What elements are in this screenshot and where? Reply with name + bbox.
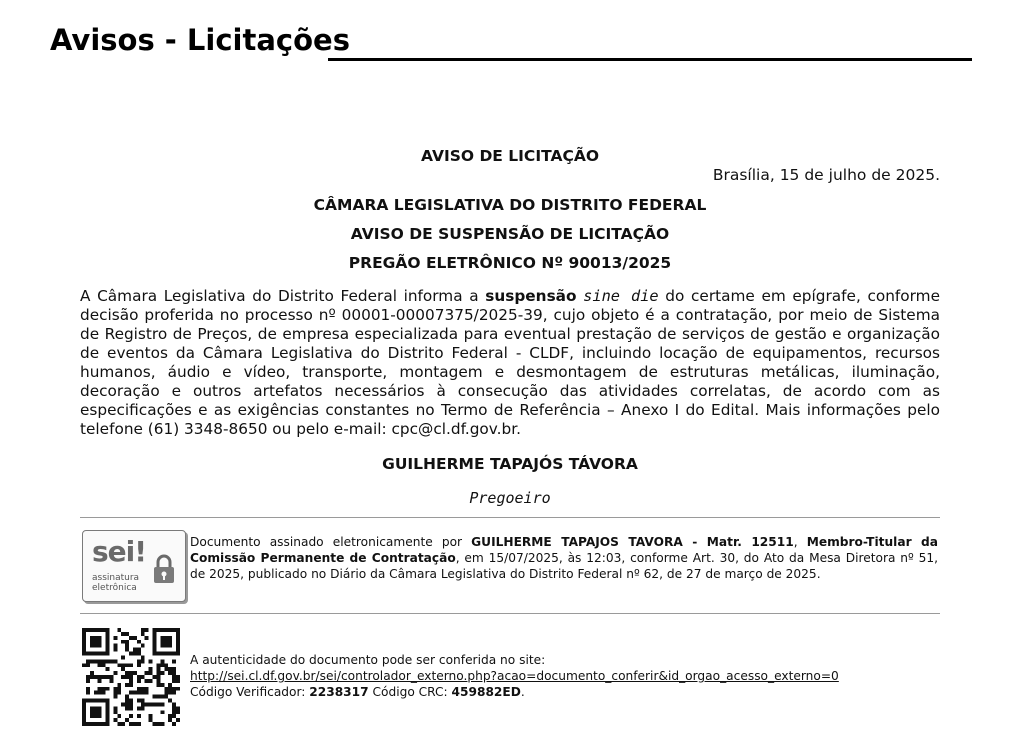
notice-subtitle: AVISO DE SUSPENSÃO DE LICITAÇÃO <box>350 225 670 243</box>
code-label: Código Verificador: <box>190 685 310 699</box>
padlock-icon <box>151 553 177 585</box>
sei-logo-sub-2: eletrônica <box>92 583 137 593</box>
qr-code-icon <box>82 628 180 726</box>
verification-codes <box>190 684 940 700</box>
sei-logo <box>82 530 186 602</box>
signer-role: Pregoeiro <box>469 489 551 507</box>
body-italic-sine-die: sine die <box>583 287 659 305</box>
code-end: . <box>520 685 525 699</box>
sei-logo-sub-1: assinatura <box>92 573 140 583</box>
notice-heading: AVISO DE LICITAÇÃO <box>421 147 599 165</box>
section-title: Avisos - Licitações <box>50 23 350 57</box>
verification-link[interactable]: http://sei.cl.df.gov.br/sei/controlador_externo.php?acao=documento_conferir&id_orgao_acesso_externo=0 <box>190 669 839 683</box>
crc-label: Código CRC: <box>368 685 452 699</box>
body-intro: A Câmara Legislativa do Distrito Federal informa a <box>80 287 486 305</box>
crc-code: 459882ED <box>451 685 521 699</box>
sei-logo-text: sei! <box>92 535 147 568</box>
verification-intro: A autenticidade do documento pode ser conferida no site: <box>190 653 546 667</box>
sig-text-1: Documento assinado eletronicamente por <box>190 535 472 549</box>
sig-role: Membro-Titular da Comissão Permanente de Contratação <box>190 535 938 565</box>
section-underline <box>328 58 972 61</box>
body-rest: do certame em epígrafe, conforme decisão proferida no processo nº 00001-00007375/2025-39, cujo objeto é a contratação, por meio de Sistema de Registro de Preços, de empresa especializada para eventual prestação de serviços de gestão e organização de eventos da Câmara Legislativa do Distrito Federal - CLDF, incluindo locação de equipamentos, recursos humanos, áudio e vídeo, transporte, montagem e desmontagem de estruturas metálicas, iluminação, decoração e outros artefatos necessários à consecução das atividades correlatas, de acordo com as especificações e as exigências constantes no Termo de Referência – Anexo I do Edital. Mais informações pelo telefone (61) 3348-8650 ou pelo e-mail: cpc@cl.df.gov.br. <box>80 287 940 438</box>
body-bold-suspension: suspensão <box>485 287 577 305</box>
sei-logo-subtitle <box>92 573 139 593</box>
organization-name: CÂMARA LEGISLATIVA DO DISTRITO FEDERAL <box>313 196 707 214</box>
process-title: PREGÃO ELETRÔNICO Nº 90013/2025 <box>348 254 672 272</box>
notice-body <box>80 287 940 439</box>
section-header <box>50 22 972 62</box>
sig-text-2: , <box>793 535 807 549</box>
sig-text-3: , em 15/07/2025, às 12:03, conforme Art. 30, do Ato da Mesa Diretora nº 51, de 2025, publicado no Diário da Câmara Legislativa do Distrito Federal nº 62, de 27 de março de 2025. <box>190 551 938 581</box>
signature-statement <box>190 534 938 582</box>
divider <box>80 517 940 518</box>
sig-signer: GUILHERME TAPAJOS TAVORA - Matr. 12511 <box>471 535 794 549</box>
signer-name: GUILHERME TAPAJÓS TÁVORA <box>382 455 638 473</box>
verification-code: 2238317 <box>309 685 369 699</box>
notice-date: Brasília, 15 de julho de 2025. <box>712 166 940 184</box>
divider <box>80 613 940 614</box>
verification-block <box>190 652 940 700</box>
